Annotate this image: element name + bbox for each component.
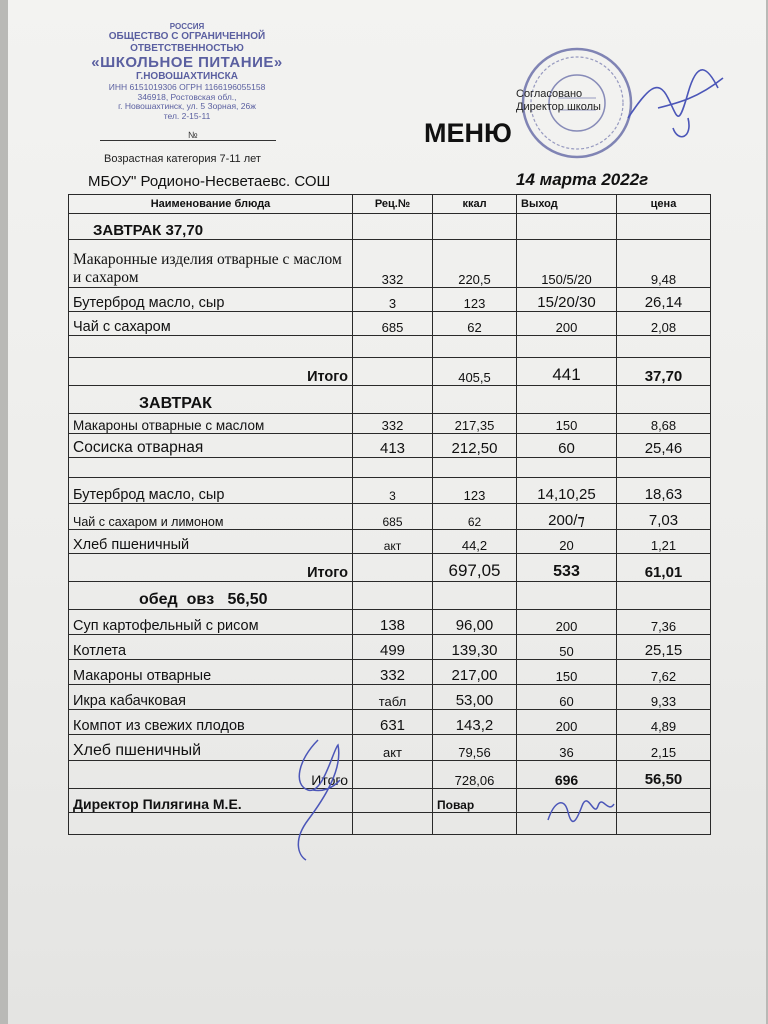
output-value: 200/⁊ (517, 504, 617, 530)
section-row (69, 214, 711, 240)
stamp-org-name: «ШКОЛЬНОЕ ПИТАНИЕ» (91, 54, 283, 72)
dish-name: Котлета (69, 635, 353, 660)
col-price: цена (617, 195, 711, 214)
table-row (69, 735, 711, 761)
table-row (69, 685, 711, 710)
total-row (69, 761, 711, 789)
approval-agreed: Согласовано (516, 88, 583, 100)
dish-name: Чай с сахаром и лимоном (69, 504, 353, 530)
table-row (69, 240, 711, 288)
recipe-number: 499 (353, 635, 433, 660)
section-title: обед овз 56,50 (69, 582, 353, 610)
approval-block (516, 88, 601, 114)
section-title: ЗАВТРАК (69, 386, 353, 414)
col-kcal: ккал (433, 195, 517, 214)
output-value: 200 (517, 610, 617, 635)
dish-name: Хлеб пшеничный (69, 530, 353, 554)
age-category: Возрастная категория 7-11 лет (104, 153, 261, 165)
recipe-number: 3 (353, 478, 433, 504)
kcal-value: 220,5 (433, 240, 517, 288)
dish-name: Хлеб пшеничный (69, 735, 353, 761)
cook-label: Повар (433, 789, 517, 813)
total-price: 37,70 (617, 358, 711, 386)
menu-sheet (8, 0, 766, 1024)
table-row (69, 610, 711, 635)
dish-name: Бутерброд масло, сыр (69, 478, 353, 504)
kcal-value: 212,50 (433, 434, 517, 458)
kcal-value: 53,00 (433, 685, 517, 710)
col-dish-name: Наименование блюда (69, 195, 353, 214)
signature-line (100, 140, 276, 141)
stamp-inn: ИНН 6151019306 ОГРН 1166196055158 (108, 81, 266, 92)
total-label: Итого (69, 761, 353, 789)
output-value: 15/20/30 (517, 288, 617, 312)
table-row (69, 434, 711, 458)
kcal-value: 62 (433, 312, 517, 336)
stamp-phone: тел. 2-15-11 (163, 111, 211, 122)
price-value: 26,14 (617, 288, 711, 312)
recipe-number: акт (353, 530, 433, 554)
recipe-number: 685 (353, 504, 433, 530)
organization-stamp (72, 22, 302, 122)
section-title: ЗАВТРАК 37,70 (69, 214, 353, 240)
dish-name: Икра кабачковая (69, 685, 353, 710)
recipe-number: 3 (353, 288, 433, 312)
output-value: 36 (517, 735, 617, 761)
price-value: 1,21 (617, 530, 711, 554)
price-value: 9,33 (617, 685, 711, 710)
total-kcal: 728,06 (433, 761, 517, 789)
kcal-value: 143,2 (433, 710, 517, 735)
price-value: 2,15 (617, 735, 711, 761)
recipe-number: 332 (353, 240, 433, 288)
table-row (69, 478, 711, 504)
price-value: 2,08 (617, 312, 711, 336)
recipe-number: акт (353, 735, 433, 761)
table-row (69, 312, 711, 336)
recipe-number: табл (353, 685, 433, 710)
table-row (69, 504, 711, 530)
recipe-number: 332 (353, 660, 433, 685)
table-row (69, 414, 711, 434)
price-value: 25,15 (617, 635, 711, 660)
total-price: 61,01 (617, 554, 711, 582)
table-header-row (69, 195, 711, 214)
dish-name: Чай с сахаром (69, 312, 353, 336)
section-row (69, 582, 711, 610)
cook-signature (544, 792, 616, 828)
recipe-number: 413 (353, 434, 433, 458)
output-value: 14,10,25 (517, 478, 617, 504)
dish-name: Макароны отварные с маслом (69, 414, 353, 434)
total-output: 533 (517, 554, 617, 582)
kcal-value: 96,00 (433, 610, 517, 635)
stamp-address-2: г. Новошахтинск, ул. 5 Зорная, 26ж (118, 101, 256, 112)
kcal-value: 139,30 (433, 635, 517, 660)
kcal-value: 217,35 (433, 414, 517, 434)
price-value: 18,63 (617, 478, 711, 504)
dish-name: Бутерброд масло, сыр (69, 288, 353, 312)
stamp-org-type-2: ОТВЕТСТВЕННОСТЬЮ (130, 42, 244, 54)
total-label: Итого (69, 358, 353, 386)
output-value: 200 (517, 312, 617, 336)
director-name: Директор Пилягина М.Е. (69, 789, 353, 813)
table-row (69, 635, 711, 660)
recipe-number: 631 (353, 710, 433, 735)
school-name: МБОУ" Родионо-Несветаевс. СОШ (88, 173, 331, 190)
table-row (69, 710, 711, 735)
empty-row (69, 458, 711, 478)
total-price: 56,50 (617, 761, 711, 789)
section-row (69, 386, 711, 414)
kcal-value: 123 (433, 478, 517, 504)
dish-name: Макароны отварные (69, 660, 353, 685)
menu-date: 14 марта 2022г (516, 170, 649, 189)
total-label: Итого (69, 554, 353, 582)
output-value: 150/5/20 (517, 240, 617, 288)
total-output: 441 (517, 358, 617, 386)
dish-name: Компот из свежих плодов (69, 710, 353, 735)
kcal-value: 217,00 (433, 660, 517, 685)
total-kcal: 405,5 (433, 358, 517, 386)
price-value: 9,48 (617, 240, 711, 288)
director-signature-top (618, 58, 728, 148)
table-row (69, 288, 711, 312)
dish-name: Сосиска отварная (69, 434, 353, 458)
kcal-value: 79,56 (433, 735, 517, 761)
output-value: 150 (517, 414, 617, 434)
output-value: 50 (517, 635, 617, 660)
dish-name: Суп картофельный с рисом (69, 610, 353, 635)
number-mark: № (188, 130, 198, 140)
total-row (69, 358, 711, 386)
recipe-number: 332 (353, 414, 433, 434)
output-value: 60 (517, 685, 617, 710)
recipe-number: 685 (353, 312, 433, 336)
price-value: 7,36 (617, 610, 711, 635)
stamp-org-type: ОБЩЕСТВО С ОГРАНИЧЕННОЙ (108, 31, 266, 43)
stamp-city: Г.НОВОШАХТИНСКА (136, 71, 238, 83)
col-output: Выход (517, 195, 617, 214)
output-value: 150 (517, 660, 617, 685)
table-row (69, 530, 711, 554)
page-title: МЕНЮ (424, 118, 512, 148)
price-value: 7,62 (617, 660, 711, 685)
price-value: 7,03 (617, 504, 711, 530)
output-value: 60 (517, 434, 617, 458)
stamp-address-1: 346918, Ростовская обл., (137, 91, 237, 102)
director-signature-bottom (278, 730, 358, 865)
dish-name: Макаронные изделия отварные с маслом и сахаром (69, 240, 353, 288)
price-value: 8,68 (617, 414, 711, 434)
menu-table (68, 194, 711, 835)
recipe-number: 138 (353, 610, 433, 635)
approval-director: Директор школы (516, 101, 601, 114)
stamp-country: РОССИЯ (169, 22, 205, 31)
total-output: 696 (517, 761, 617, 789)
price-value: 4,89 (617, 710, 711, 735)
table-row (69, 660, 711, 685)
empty-row (69, 336, 711, 358)
kcal-value: 62 (433, 504, 517, 530)
output-value: 20 (517, 530, 617, 554)
kcal-value: 44,2 (433, 530, 517, 554)
col-recipe: Рец.№ (353, 195, 433, 214)
price-value: 25,46 (617, 434, 711, 458)
total-row (69, 554, 711, 582)
kcal-value: 123 (433, 288, 517, 312)
output-value: 200 (517, 710, 617, 735)
total-kcal: 697,05 (433, 554, 517, 582)
